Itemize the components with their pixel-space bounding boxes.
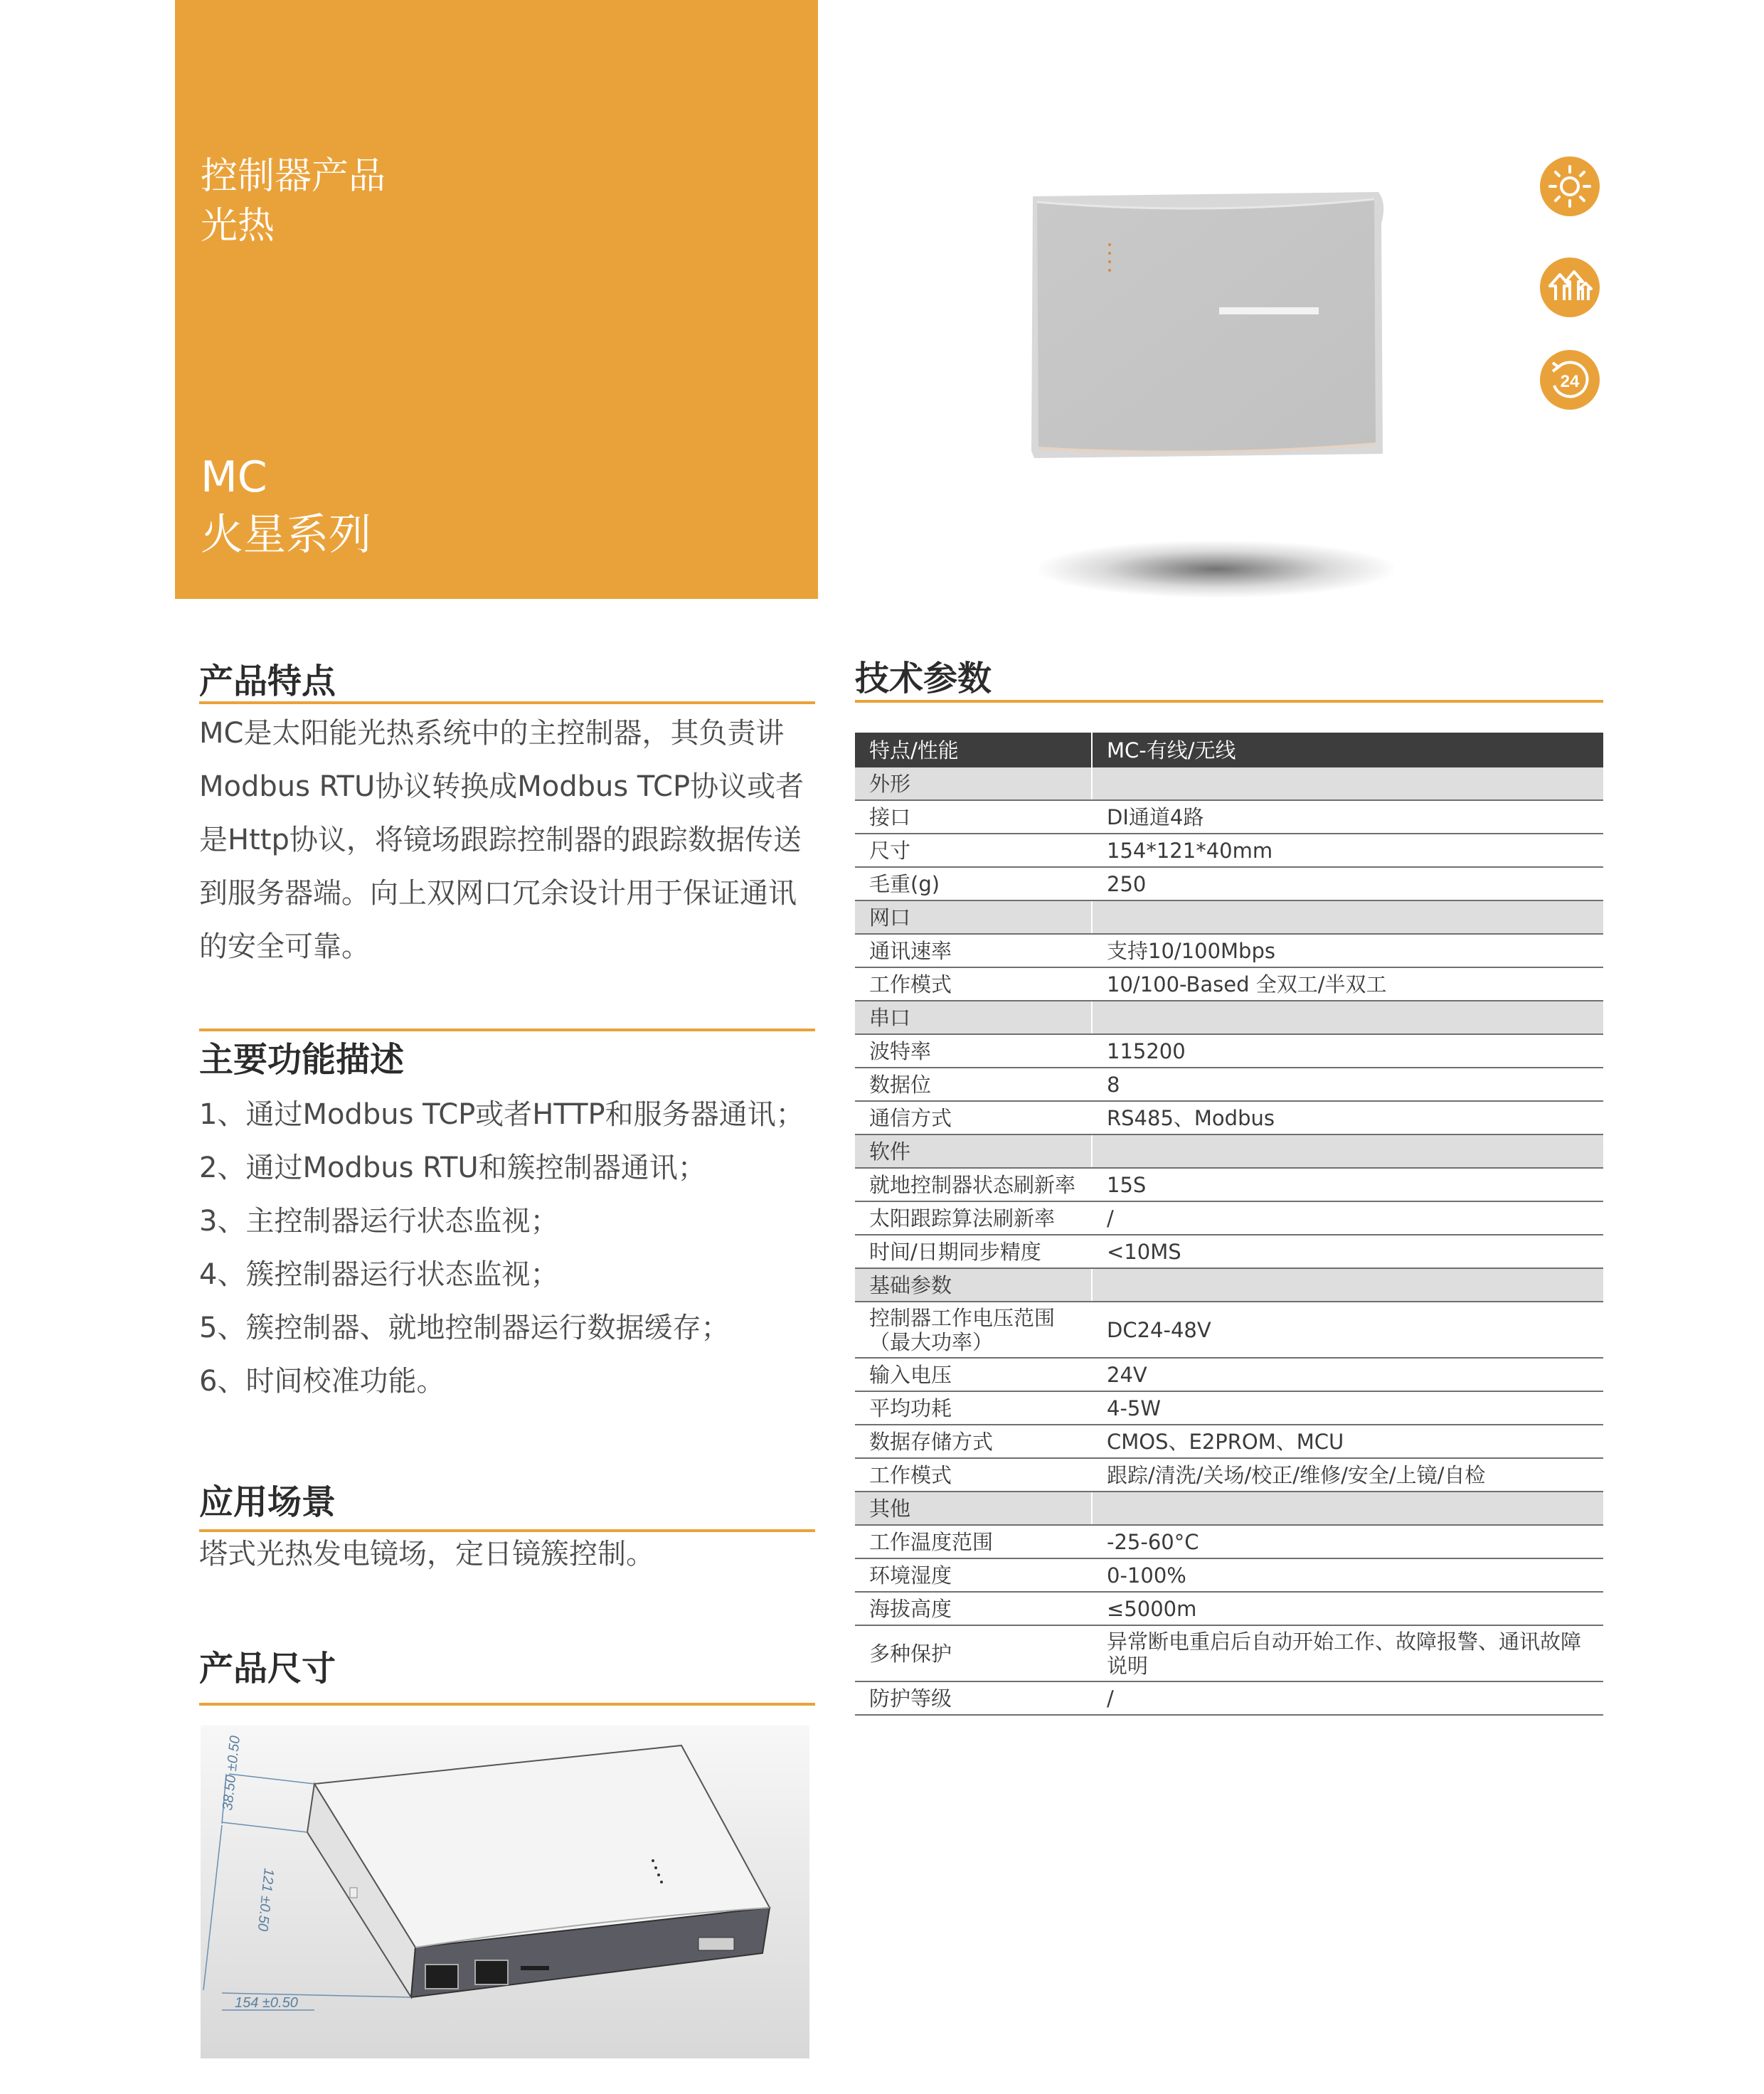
spec-name: 数据存储方式 [869, 1429, 994, 1454]
table-row [855, 1681, 1603, 1715]
spec-name: 输入电压 [869, 1362, 952, 1387]
spec-name-cell [855, 1168, 1092, 1201]
spec-value-cell [1092, 800, 1603, 834]
list-item: 4、簇控制器运行状态监视； [199, 1258, 559, 1291]
spec-value: / [1107, 1206, 1114, 1231]
table-row [855, 1458, 1603, 1492]
features-heading: 产品特点 [199, 661, 336, 701]
spec-name: 通讯速率 [869, 938, 952, 963]
spec-name-cell [855, 1101, 1092, 1134]
spec-value: 4-5W [1107, 1396, 1162, 1420]
spec-name-cell [855, 1458, 1092, 1492]
spec-value: 0-100% [1107, 1563, 1186, 1588]
spec-value-cell [1092, 1302, 1603, 1358]
spec-name-cell [855, 1425, 1092, 1458]
series-title: 火星系列 [201, 510, 371, 560]
group-blank-cell [1092, 1134, 1603, 1168]
group-label: 串口 [855, 1001, 1092, 1034]
spec-name: 工作模式 [869, 972, 952, 996]
spec-name: 环境湿度 [869, 1563, 952, 1588]
spec-name: 海拔高度 [869, 1596, 952, 1621]
svg-text:24: 24 [1560, 372, 1580, 391]
table-row [855, 1101, 1603, 1134]
spec-name: 尺寸 [869, 838, 911, 863]
list-item: 1、通过Modbus TCP或者HTTP和服务器通讯； [199, 1098, 804, 1131]
list-item: 5、簇控制器、就地控制器运行数据缓存； [199, 1312, 730, 1344]
group-blank-cell [1092, 900, 1603, 934]
spec-value: CMOS、E2PROM、MCU [1107, 1429, 1344, 1454]
spec-value: 154*121*40mm [1107, 838, 1273, 863]
spec-value: ≤5000m [1107, 1596, 1197, 1621]
table-row [855, 1592, 1603, 1625]
height-dimension-label: 38.50 ±0.50 [220, 1735, 244, 1812]
table-row [855, 1425, 1603, 1458]
spec-name: 多种保护 [869, 1641, 952, 1666]
table-group-row [855, 1134, 1603, 1168]
spec-value: RS485、Modbus [1107, 1105, 1275, 1130]
depth-dimension-label: 121 ±0.50 [254, 1867, 277, 1933]
table-row [855, 1034, 1603, 1068]
spec-value-cell [1092, 1625, 1603, 1681]
spec-value-cell [1092, 1458, 1603, 1492]
spec-name: 波特率 [869, 1038, 932, 1063]
upgrade-arrows-icon [1540, 257, 1600, 317]
spec-name-cell [855, 1302, 1092, 1358]
table-row [855, 1525, 1603, 1558]
spec-value: 250 [1107, 871, 1147, 896]
table-row [855, 1302, 1603, 1358]
spec-value-cell [1092, 1068, 1603, 1101]
spec-value: 10/100-Based 全双工/半双工 [1107, 972, 1387, 996]
spec-value-cell [1092, 834, 1603, 867]
group-label: 网口 [855, 900, 1092, 934]
spec-table [855, 733, 1603, 1716]
spec-name-cell [855, 1391, 1092, 1425]
spec-value-cell [1092, 934, 1603, 967]
functions-heading: 主要功能描述 [199, 1040, 405, 1080]
spec-value-cell [1092, 867, 1603, 900]
spec-name-note: （最大功率） [869, 1329, 994, 1354]
list-item: 6、时间校准功能。 [199, 1365, 445, 1398]
sun-icon [1540, 156, 1600, 216]
subcategory-title: 光热 [201, 205, 275, 248]
table-group-row [855, 1268, 1603, 1302]
table-row [855, 1068, 1603, 1101]
spec-value-cell [1092, 1681, 1603, 1715]
spec-name-cell [855, 1068, 1092, 1101]
spec-name-cell [855, 967, 1092, 1001]
table-row [855, 800, 1603, 834]
group-label: 基础参数 [855, 1268, 1092, 1302]
spec-value: DI通道4路 [1107, 804, 1204, 829]
application-text: 塔式光热发电镜场，定日镜簇控制。 [199, 1538, 654, 1570]
spec-name-cell [855, 800, 1092, 834]
spec-value: / [1107, 1686, 1114, 1711]
model-title: MC [201, 452, 267, 502]
spec-name: 就地控制器状态刷新率 [869, 1172, 1076, 1197]
spec-name-cell [855, 1525, 1092, 1558]
spec-value: 15S [1107, 1172, 1147, 1197]
spec-name-cell [855, 1201, 1092, 1235]
spec-value: 8 [1107, 1072, 1120, 1097]
spec-name: 通信方式 [869, 1105, 952, 1130]
spec-name-cell [855, 867, 1092, 900]
spec-value: DC24-48V [1107, 1317, 1211, 1342]
category-title: 控制器产品 [201, 155, 386, 198]
list-item: 2、通过Modbus RTU和簇控制器通讯； [199, 1152, 706, 1184]
product-photo [1027, 188, 1390, 472]
spec-value-cell [1092, 1425, 1603, 1458]
spec-value-cell [1092, 1558, 1603, 1592]
product-shadow [1038, 541, 1394, 597]
spec-name: 时间/日期同步精度 [869, 1239, 1041, 1264]
spec-name: 工作温度范围 [869, 1529, 994, 1554]
features-line: 的安全可靠。 [199, 930, 370, 963]
group-label: 其他 [855, 1492, 1092, 1525]
table-row [855, 867, 1603, 900]
group-blank-cell [1092, 1268, 1603, 1302]
spec-value: 24V [1107, 1362, 1147, 1387]
spec-name-cell [855, 1592, 1092, 1625]
table-row [855, 934, 1603, 967]
table-group-row [855, 900, 1603, 934]
group-blank-cell [1092, 767, 1603, 800]
dimension-drawing [201, 1726, 809, 2058]
specs-heading: 技术参数 [855, 659, 992, 698]
dimensions-heading: 产品尺寸 [199, 1649, 336, 1689]
table-row [855, 1235, 1603, 1268]
spec-name-cell [855, 1034, 1092, 1068]
table-row [855, 1558, 1603, 1592]
spec-value: 异常断电重启后自动开始工作、故障报警、通讯故障 [1107, 1629, 1582, 1654]
spec-value-cell [1092, 1391, 1603, 1425]
application-heading: 应用场景 [199, 1482, 336, 1522]
spec-name-cell [855, 934, 1092, 967]
spec-value-cell [1092, 1201, 1603, 1235]
spec-name: 接口 [869, 804, 911, 829]
spec-name: 工作模式 [869, 1462, 952, 1487]
features-line: Modbus RTU协议转换成Modbus TCP协议或者 [199, 770, 804, 803]
table-header-cell: MC-有线/无线 [1092, 733, 1603, 767]
list-item: 3、主控制器运行状态监视； [199, 1205, 559, 1238]
spec-value: 115200 [1107, 1038, 1186, 1063]
group-blank-cell [1092, 1001, 1603, 1034]
table-group-row [855, 767, 1603, 800]
spec-name: 平均功耗 [869, 1396, 952, 1420]
spec-value-cell [1092, 1358, 1603, 1391]
features-rule [199, 701, 815, 704]
features-line: MC是太阳能光热系统中的主控制器，其负责讲 [199, 717, 785, 750]
spec-value-cell [1092, 1235, 1603, 1268]
features-text [199, 707, 818, 974]
table-row [855, 967, 1603, 1001]
table-row [855, 1358, 1603, 1391]
spec-value-cell [1092, 1168, 1603, 1201]
spec-value: 支持10/100Mbps [1107, 938, 1275, 963]
spec-value: <10MS [1107, 1239, 1181, 1264]
24-hour-icon [1540, 350, 1600, 410]
spec-value-cell [1092, 1592, 1603, 1625]
features-line: 到服务器端。向上双网口冗余设计用于保证通讯 [199, 877, 797, 910]
table-row [855, 1391, 1603, 1425]
spec-name: 毛重(g) [869, 871, 940, 896]
spec-name-cell [855, 1625, 1092, 1681]
spec-value-cell [1092, 1525, 1603, 1558]
spec-value-cell [1092, 1034, 1603, 1068]
table-row [855, 1201, 1603, 1235]
group-label: 软件 [855, 1134, 1092, 1168]
spec-value: 跟踪/清洗/关场/校正/维修/安全/上镜/自检 [1107, 1462, 1486, 1487]
group-label: 外形 [855, 767, 1092, 800]
spec-name-cell [855, 1235, 1092, 1268]
spec-name: 数据位 [869, 1072, 932, 1097]
spec-name: 太阳跟踪算法刷新率 [869, 1206, 1056, 1231]
spec-name-cell [855, 1558, 1092, 1592]
spec-value-cell [1092, 1101, 1603, 1134]
table-group-row [855, 1001, 1603, 1034]
table-row [855, 1625, 1603, 1681]
spec-value-cell [1092, 967, 1603, 1001]
functions-list [199, 1088, 804, 1408]
spec-name-cell [855, 1681, 1092, 1715]
features-line: 是Http协议，将镜场跟踪控制器的跟踪数据传送 [199, 824, 802, 856]
spec-name-cell [855, 834, 1092, 867]
table-group-row [855, 1492, 1603, 1525]
functions-rule-top [199, 1029, 815, 1031]
spec-value: -25-60°C [1107, 1529, 1199, 1554]
spec-value-continued: 说明 [1107, 1653, 1149, 1678]
spec-name: 防护等级 [869, 1686, 952, 1711]
spec-name-cell [855, 1358, 1092, 1391]
table-row [855, 834, 1603, 867]
specs-rule [855, 700, 1603, 703]
group-blank-cell [1092, 1492, 1603, 1525]
width-dimension-label: 154 ±0.50 [235, 1995, 298, 2011]
table-header-row [855, 733, 1603, 767]
table-row [855, 1168, 1603, 1201]
table-header-cell: 特点/性能 [855, 733, 1092, 767]
dimensions-rule [199, 1703, 815, 1706]
spec-name: 控制器工作电压范围 [869, 1305, 1056, 1330]
